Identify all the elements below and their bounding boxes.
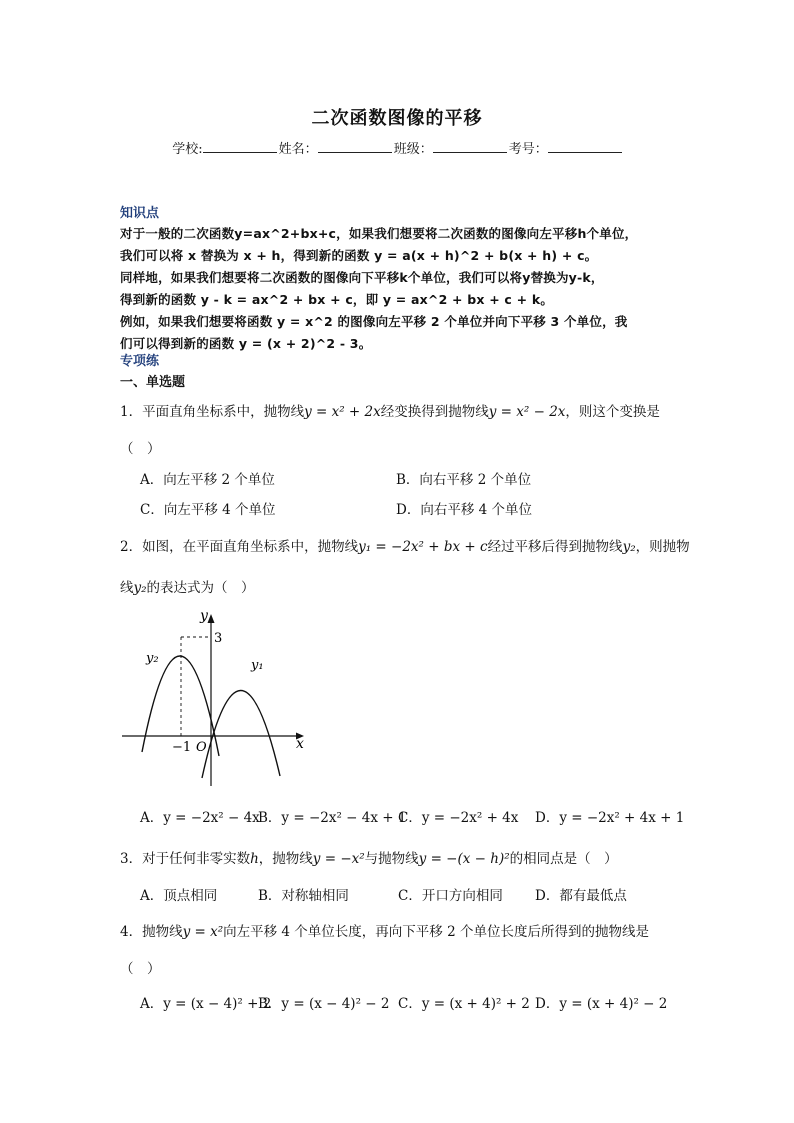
answer-paren: （ ）	[120, 441, 161, 457]
name-label: 姓名：	[278, 142, 318, 157]
parabola-y1	[202, 690, 280, 778]
question-text: 经变换得到抛物线	[380, 404, 489, 420]
question-2	[120, 535, 690, 555]
option-c[interactable]: C．y = (x + 4)² + 2	[398, 996, 530, 1012]
question-4	[120, 920, 649, 940]
answer-paren: （ ）	[120, 961, 161, 977]
question-text: 对于任何非零实数	[142, 851, 251, 867]
option-b[interactable]: B．对称轴相同	[258, 888, 349, 904]
option-a[interactable]: A．向左平移 2 个单位	[140, 472, 275, 488]
question-number: 3．	[120, 851, 143, 867]
tick-label-y: 3	[214, 631, 223, 646]
formula: y₂	[622, 539, 636, 555]
formula: y = x²	[182, 924, 224, 940]
question-text: ，则这个变换是	[565, 404, 660, 420]
option-a[interactable]: A．顶点相同	[140, 888, 218, 904]
question-text: 如图，在平面直角坐标系中，抛物线	[142, 539, 359, 555]
question-number: 2．	[120, 539, 143, 555]
knowledge-heading: 知识点	[120, 206, 160, 221]
option-b[interactable]: B．y = −2x² − 4x + 1	[258, 810, 407, 826]
formula: y₁ = −2x² + bx + c	[358, 539, 488, 555]
question-text: 与抛物线	[364, 851, 419, 867]
y-axis-label: y	[200, 608, 208, 624]
option-d[interactable]: D．都有最低点	[535, 888, 627, 904]
option-d[interactable]: D．向右平移 4 个单位	[396, 502, 532, 518]
option-d[interactable]: D．y = (x + 4)² − 2	[535, 996, 668, 1012]
y-axis-arrow-icon	[208, 614, 215, 623]
question-text: 抛物线	[142, 924, 183, 940]
number-field[interactable]	[548, 140, 622, 153]
option-d[interactable]: D．y = −2x² + 4x + 1	[535, 810, 685, 826]
x-axis-label: x	[296, 736, 304, 752]
knowledge-line: 同样地，如果我们想要将二次函数的图像向下平移k个单位，我们可以将y替换为y-k，	[120, 270, 604, 285]
question-number: 1．	[120, 404, 143, 420]
knowledge-line: 得到新的函数 y - k = ax^2 + bx + c，即 y = ax^2 + bx + c + k。	[120, 292, 554, 307]
knowledge-line: 对于一般的二次函数y=ax^2+bx+c，如果我们想要将二次函数的图像向左平移h个单位，	[120, 226, 638, 241]
question-text: 向左平移 4 个单位长度，再向下平移 2 个单位长度后所得到的抛物线是	[223, 924, 649, 940]
parabola-graph	[118, 600, 314, 792]
formula: y = −x²	[312, 851, 365, 867]
name-field[interactable]	[318, 140, 392, 153]
option-c[interactable]: C．开口方向相同	[398, 888, 503, 904]
knowledge-line: 我们可以将 x 替换为 x + h，得到新的函数 y = a(x + h)^2 + b(x + h) + c。	[120, 248, 598, 263]
option-b[interactable]: B．向右平移 2 个单位	[396, 472, 532, 488]
page-title: 二次函数图像的平移	[311, 108, 483, 129]
class-label: 班级：	[393, 142, 433, 157]
knowledge-line: 例如，如果我们想要将函数 y = x^2 的图像向左平移 2 个单位并向下平移 3 个单位，我	[120, 314, 628, 329]
curve-label-y1: y₁	[251, 658, 264, 673]
question-text: ，抛物线	[258, 851, 313, 867]
question-text: 平面直角坐标系中，抛物线	[142, 404, 305, 420]
question-text: 经过平移后得到抛物线	[487, 539, 623, 555]
question-2-line-2	[120, 576, 255, 596]
option-a[interactable]: A．y = (x − 4)² + 2	[140, 996, 272, 1012]
formula: h	[250, 851, 259, 867]
number-label: 考号：	[508, 142, 548, 157]
question-number: 4．	[120, 924, 143, 940]
class-field[interactable]	[433, 140, 507, 153]
school-label: 学校:	[172, 142, 203, 157]
question-3	[120, 847, 618, 867]
knowledge-line: 们可以得到新的函数 y = (x + 2)^2 - 3。	[120, 336, 372, 351]
formula: y₂	[133, 580, 147, 596]
option-c[interactable]: C．y = −2x² + 4x	[398, 810, 519, 826]
section-heading: 一、单选题	[120, 375, 186, 390]
formula: y = x² − 2x	[488, 404, 566, 420]
curve-label-y2: y₂	[146, 651, 159, 666]
option-c[interactable]: C．向左平移 4 个单位	[140, 502, 276, 518]
school-field[interactable]	[203, 140, 277, 153]
student-info-row	[0, 138, 794, 157]
formula: y = −(x − h)²	[418, 851, 510, 867]
question-text: 的相同点是（ ）	[509, 851, 618, 867]
question-text: 线	[120, 580, 134, 596]
option-a[interactable]: A．y = −2x² − 4x	[140, 810, 260, 826]
origin-label: O	[196, 740, 207, 755]
tick-label-x: −1	[172, 740, 192, 755]
formula: y = x² + 2x	[304, 404, 381, 420]
question-text: ，则抛物	[635, 539, 690, 555]
question-1	[120, 400, 660, 420]
practice-heading: 专项练	[120, 354, 160, 369]
option-b[interactable]: B．y = (x − 4)² − 2	[258, 996, 390, 1012]
question-text: 的表达式为（ ）	[146, 580, 255, 596]
